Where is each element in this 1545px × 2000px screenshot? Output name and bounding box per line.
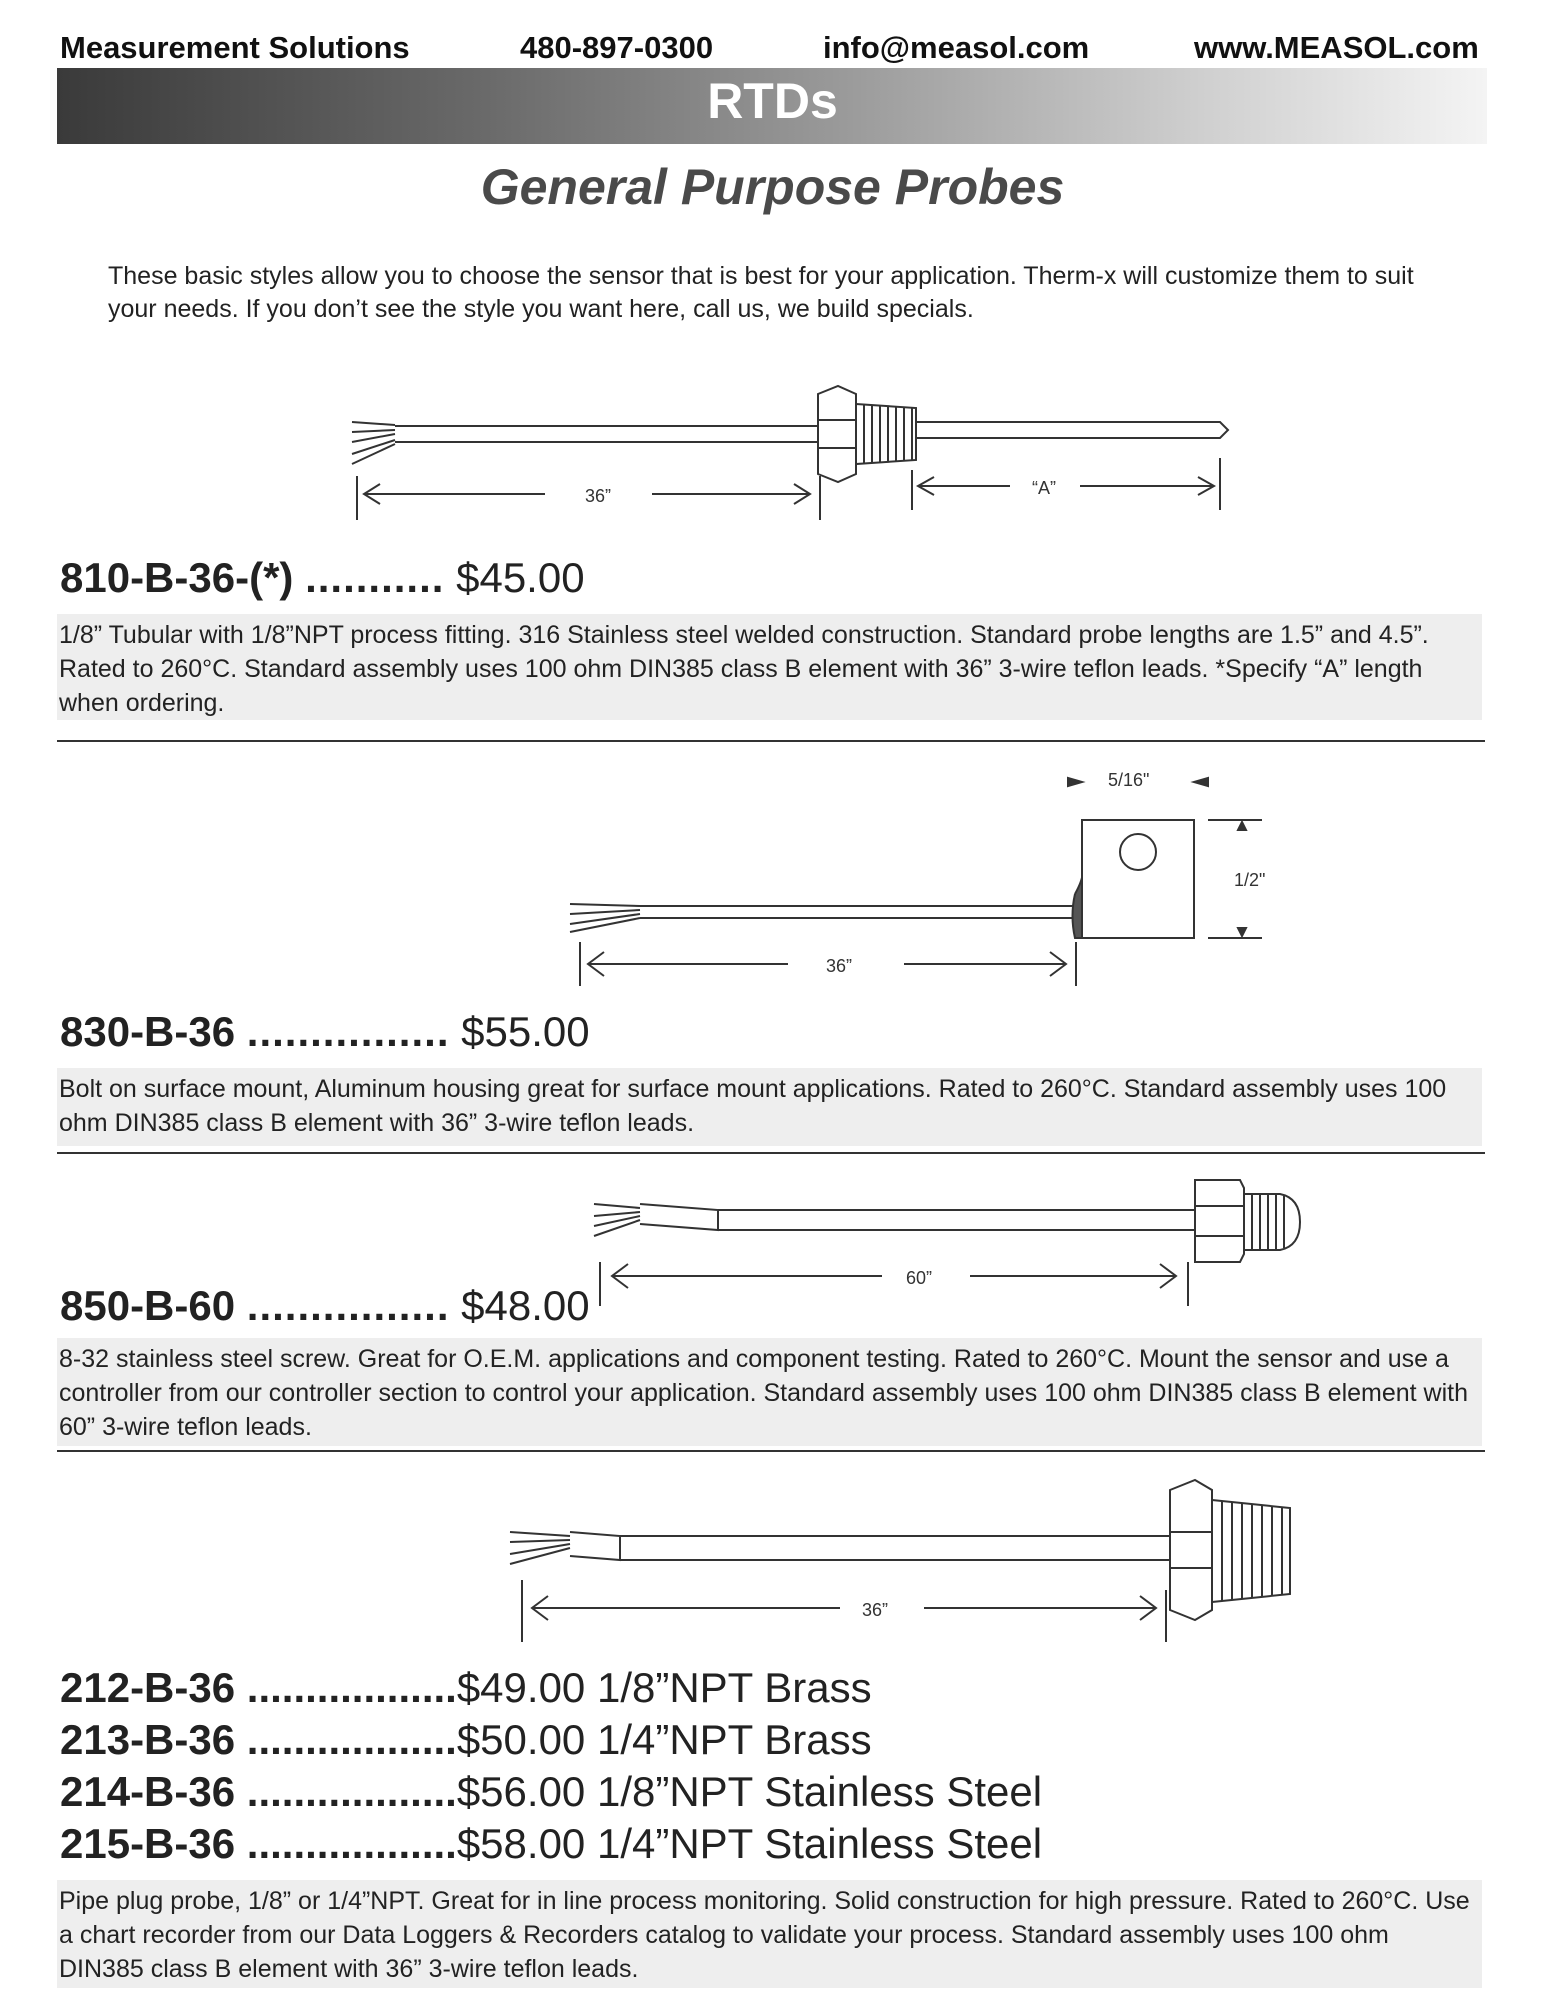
dim-36-label: 36” xyxy=(862,1600,889,1620)
price-line-213 xyxy=(60,1714,872,1766)
page-title: General Purpose Probes xyxy=(480,159,1065,215)
part-number: 215-B-36 xyxy=(60,1820,236,1867)
section-title: RTDs xyxy=(707,73,838,129)
dim-5-16-label: 5/16" xyxy=(1108,770,1150,790)
pipe-plug-diagram xyxy=(0,1470,1545,1650)
product-description-850: 8-32 stainless steel screw. Great for O.E.M. applications and component testing. Rated to 260°C. Mount the sensor and use a controller from our controller section to control your application. Standard assembly uses 100 ohm DIN385 class B element with 60” 3-wire teflon leads. xyxy=(57,1338,1482,1446)
price: $50.00 xyxy=(456,1716,586,1763)
price: $56.00 xyxy=(456,1768,586,1815)
phone-number: 480-897-0300 xyxy=(520,30,714,65)
part-number: 830-B-36 xyxy=(60,1008,236,1055)
dim-36-label: 36” xyxy=(585,486,612,506)
leader-dots: ................ xyxy=(246,1008,450,1055)
company-name: Measurement Solutions xyxy=(60,30,410,65)
dim-36-label: 36” xyxy=(826,956,853,976)
dim-60-label: 60” xyxy=(906,1268,933,1288)
pipe-plug-description: Pipe plug probe, 1/8” or 1/4”NPT. Great for in line process monitoring. Solid construction for high pressure. Rated to 260°C. Use a chart recorder from our Data Loggers & Recorders catalog to validate your process. Standard assembly uses 100 ohm DIN385 class B element with 36” 3-wire teflon leads. xyxy=(57,1880,1482,1988)
price: $49.00 xyxy=(456,1664,586,1711)
price-line-215 xyxy=(60,1818,1042,1870)
email-link[interactable]: info@measol.com xyxy=(823,30,1090,65)
website-link[interactable]: www.MEASOL.com xyxy=(1194,30,1479,65)
spec: 1/4”NPT Stainless Steel xyxy=(596,1820,1043,1867)
part-number: 212-B-36 xyxy=(60,1664,236,1711)
product-description-810: 1/8” Tubular with 1/8”NPT process fitting. 316 Stainless steel welded construction. Standard probe lengths are 1.5” and 4.5”. Rated to 260°C. Standard assembly uses 100 ohm DIN385 class B element with 36” 3-wire teflon leads. *Specify “A” length when ordering. xyxy=(57,614,1482,720)
leader-dots: .................. xyxy=(246,1664,457,1711)
surface-mount-diagram xyxy=(0,756,1545,996)
price: $55.00 xyxy=(461,1008,590,1055)
divider xyxy=(57,1152,1485,1154)
part-number: 850-B-60 xyxy=(60,1282,236,1329)
product-heading-850 xyxy=(60,1282,590,1330)
spec: 1/8”NPT Stainless Steel xyxy=(596,1768,1043,1815)
dim-a-label: “A” xyxy=(1032,478,1056,498)
dim-1-2-label: 1/2" xyxy=(1234,870,1266,890)
spec: 1/4”NPT Brass xyxy=(596,1716,872,1763)
leader-dots: ................ xyxy=(246,1282,450,1329)
divider xyxy=(57,1450,1485,1452)
part-number: 214-B-36 xyxy=(60,1768,236,1815)
price: $58.00 xyxy=(456,1820,586,1867)
product-description-830: Bolt on surface mount, Aluminum housing great for surface mount applications. Rated to 260°C. Standard assembly uses 100 ohm DIN385 class B element with 36” 3-wire teflon leads. xyxy=(57,1068,1482,1146)
price-line-212 xyxy=(60,1662,872,1714)
spec: 1/8”NPT Brass xyxy=(596,1664,872,1711)
part-number: 810-B-36-(*) xyxy=(60,554,294,601)
price: $48.00 xyxy=(461,1282,590,1329)
product-heading-830 xyxy=(60,1008,590,1056)
product-heading-810 xyxy=(60,554,585,602)
leader-dots: .................. xyxy=(246,1820,457,1867)
price: $45.00 xyxy=(456,554,585,601)
leader-dots: .................. xyxy=(246,1768,457,1815)
part-number: 213-B-36 xyxy=(60,1716,236,1763)
leader-dots: .................. xyxy=(246,1716,457,1763)
tubular-probe-diagram xyxy=(0,370,1545,570)
leader-dots: ........... xyxy=(305,554,445,601)
intro-paragraph: These basic styles allow you to choose the sensor that is best for your application. Therm-x will customize them to suit your needs. If you don’t see the style you want here, call us, we build specials. xyxy=(108,262,1414,323)
price-line-214 xyxy=(60,1766,1042,1818)
divider xyxy=(57,740,1485,742)
